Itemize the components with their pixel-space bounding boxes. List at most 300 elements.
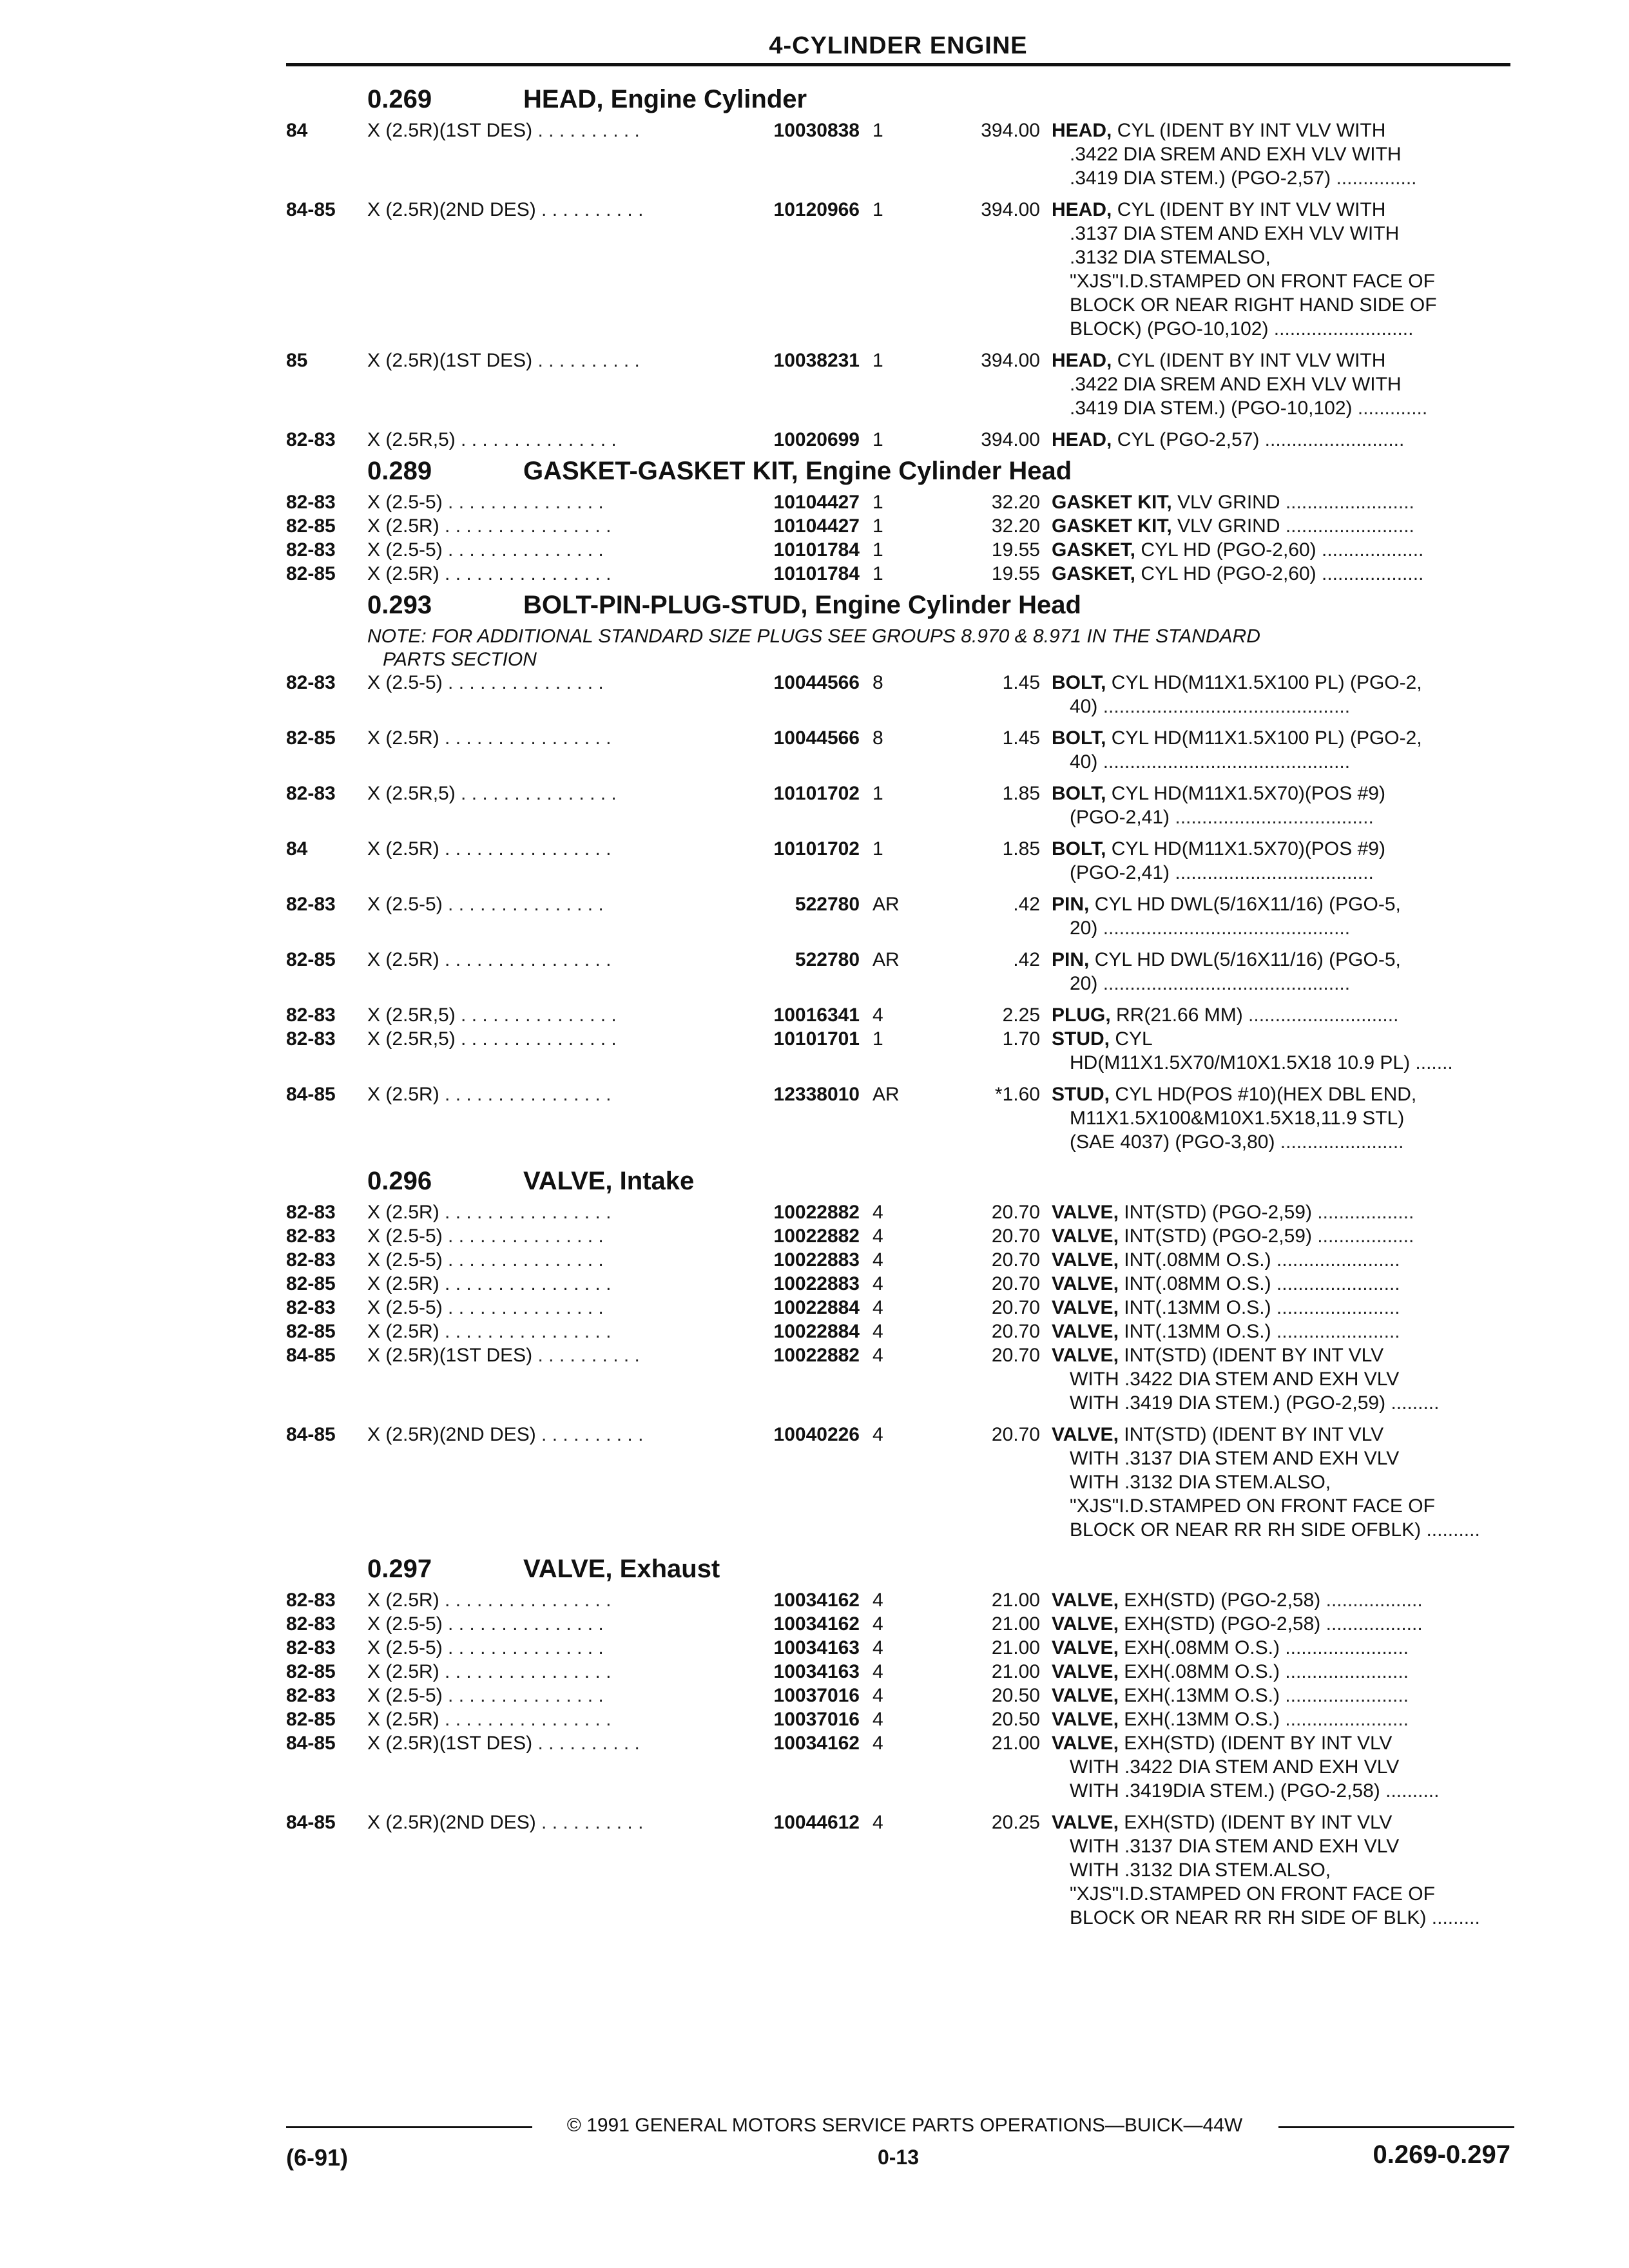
- part-number: 10034162: [773, 1590, 860, 1611]
- leader-dots: ..............................................: [1097, 973, 1351, 994]
- model-text: X (2.5R): [367, 1709, 439, 1730]
- description: [1052, 1082, 1510, 1154]
- price: .42: [1013, 949, 1040, 970]
- quantity: 4: [872, 1685, 883, 1706]
- model-code: [367, 1612, 741, 1636]
- price: 20.70: [991, 1321, 1040, 1342]
- price: 20.70: [991, 1297, 1040, 1318]
- leader-dots: ..........: [1380, 1780, 1440, 1802]
- description-text: CYL HD(M11X1.5X70)(POS #9): [1111, 838, 1385, 860]
- description: [1052, 514, 1510, 538]
- model-code: [367, 837, 741, 861]
- description: [1052, 1027, 1510, 1075]
- description-line: [1052, 1423, 1510, 1446]
- model-text: X (2.5R)(2ND DES): [367, 1424, 536, 1445]
- description-text: 40): [1070, 696, 1098, 717]
- price: 20.25: [991, 1812, 1040, 1833]
- description: [1052, 1200, 1510, 1224]
- description: [1052, 562, 1510, 586]
- table-row: [286, 1248, 1510, 1272]
- description-lead: VALVE,: [1052, 1345, 1119, 1366]
- description-line: [1052, 142, 1510, 166]
- part-number: 10040226: [773, 1424, 860, 1445]
- part-number: 522780: [795, 894, 860, 915]
- model-text: X (2.5R): [367, 563, 439, 584]
- price: 32.20: [991, 492, 1040, 513]
- quantity: 8: [872, 727, 883, 749]
- description-text: M11X1.5X100&M10X1.5X18,11.9 STL): [1070, 1108, 1405, 1129]
- model-text: X (2.5-5): [367, 894, 443, 915]
- description-line: [1052, 514, 1510, 538]
- model-code: [367, 1272, 741, 1296]
- description-line: [1052, 695, 1510, 718]
- leader-dots: . . . . . . . . . . . . . . .: [442, 1249, 604, 1271]
- part-number: 10044612: [773, 1812, 860, 1833]
- section-header: [286, 1550, 1510, 1588]
- description: [1052, 1248, 1510, 1272]
- model-code: [367, 892, 741, 916]
- footer-copyright: © 1991 GENERAL MOTORS SERVICE PARTS OPERATIONS—BUICK—44W: [566, 2115, 1243, 2136]
- table-row: [286, 1707, 1510, 1731]
- description-text: WITH .3137 DIA STEM AND EXH VLV: [1070, 1836, 1400, 1857]
- description-line: [1052, 861, 1510, 885]
- description-line: [1052, 317, 1510, 341]
- quantity: 4: [872, 1225, 883, 1247]
- leader-dots: .......................: [1271, 1297, 1400, 1318]
- description-text: "XJS"I.D.STAMPED ON FRONT FACE OF: [1070, 271, 1435, 292]
- model-code: [367, 1003, 741, 1027]
- description: [1052, 782, 1510, 829]
- leader-dots: . . . . . . . . . . . . . . .: [442, 1613, 604, 1635]
- table-row: [286, 1224, 1510, 1248]
- description-text: "XJS"I.D.STAMPED ON FRONT FACE OF: [1070, 1495, 1435, 1517]
- description-lead: VALVE,: [1052, 1661, 1119, 1682]
- description-line: [1052, 1027, 1510, 1051]
- description: [1052, 1612, 1510, 1636]
- description-line: [1052, 1130, 1510, 1154]
- quantity: AR: [872, 949, 900, 970]
- part-number: 10022884: [773, 1297, 860, 1318]
- description-lead: VALVE,: [1052, 1225, 1119, 1247]
- model-code: [367, 1660, 741, 1684]
- price: 19.55: [991, 563, 1040, 584]
- leader-dots: . . . . . . . . . .: [532, 1345, 640, 1366]
- model-year: 82-85: [286, 727, 336, 749]
- model-text: X (2.5R,5): [367, 783, 456, 804]
- model-year: 82-83: [286, 1685, 336, 1706]
- description: [1052, 1272, 1510, 1296]
- section-number: 0.296: [367, 1167, 432, 1195]
- leader-dots: . . . . . . . . . . . . . . .: [455, 783, 617, 804]
- price: 20.70: [991, 1202, 1040, 1223]
- description-text: CYL HD (PGO-2,60): [1141, 539, 1316, 561]
- description-line: [1052, 490, 1510, 514]
- model-text: X (2.5R): [367, 1202, 439, 1223]
- description: [1052, 1684, 1510, 1707]
- description: [1052, 1343, 1510, 1415]
- model-year: 84-85: [286, 199, 336, 220]
- description: [1052, 1003, 1510, 1027]
- description: [1052, 892, 1510, 940]
- leader-dots: . . . . . . . . . . . . . . .: [442, 894, 604, 915]
- description-lead: STUD,: [1052, 1084, 1110, 1105]
- description-text: CYL HD(M11X1.5X100 PL) (PGO-2,: [1111, 672, 1422, 693]
- description-text: EXH(.13MM O.S.): [1124, 1685, 1280, 1706]
- quantity: 4: [872, 1424, 883, 1445]
- leader-dots: ...................: [1316, 539, 1424, 561]
- description-line: [1052, 1834, 1510, 1858]
- model-text: X (2.5R)(1ST DES): [367, 120, 533, 141]
- description-text: (SAE 4037) (PGO-3,80): [1070, 1131, 1275, 1153]
- model-year: 82-83: [286, 1004, 336, 1026]
- leader-dots: . . . . . . . . . . . . . . .: [455, 429, 617, 450]
- leader-dots: .....................................: [1170, 807, 1374, 828]
- table-row: [286, 1003, 1510, 1027]
- description-lead: VALVE,: [1052, 1297, 1119, 1318]
- price: 1.45: [1002, 727, 1040, 749]
- quantity: 1: [872, 515, 883, 537]
- section-number: 0.297: [367, 1555, 432, 1583]
- part-number: 10044566: [773, 727, 860, 749]
- leader-dots: . . . . . . . . . . . . . . . .: [439, 1661, 612, 1682]
- model-code: [367, 1296, 741, 1320]
- note-text: NOTE: FOR ADDITIONAL STANDARD SIZE PLUGS SEE GROUPS 8.970 & 8.971 IN THE STANDARD: [367, 626, 1260, 647]
- leader-dots: . . . . . . . . . . . . . . . .: [439, 727, 612, 749]
- leader-dots: . . . . . . . . . . . . . . . .: [439, 1321, 612, 1342]
- description-text: .3137 DIA STEM AND EXH VLV WITH: [1070, 223, 1400, 244]
- description-line: [1052, 349, 1510, 372]
- description-text: CYL HD(M11X1.5X70)(POS #9): [1111, 783, 1385, 804]
- price: 2.25: [1002, 1004, 1040, 1026]
- part-number: 10101701: [773, 1028, 860, 1050]
- price: 20.70: [991, 1424, 1040, 1445]
- leader-dots: ..............................................: [1097, 918, 1351, 939]
- table-row: [286, 837, 1510, 892]
- table-row: [286, 1588, 1510, 1612]
- description-text: .3422 DIA SREM AND EXH VLV WITH: [1070, 144, 1402, 165]
- part-number: 10101784: [773, 563, 860, 584]
- description-lead: VALVE,: [1052, 1590, 1119, 1611]
- model-text: X (2.5R)(2ND DES): [367, 199, 536, 220]
- description: [1052, 349, 1510, 420]
- quantity: 4: [872, 1812, 883, 1833]
- section-number: 0.293: [367, 591, 432, 619]
- description-lead: PIN,: [1052, 894, 1090, 915]
- note-text: PARTS SECTION: [383, 649, 537, 670]
- description: [1052, 1588, 1510, 1612]
- description-text: VLV GRIND: [1177, 515, 1280, 537]
- description-lead: BOLT,: [1052, 783, 1106, 804]
- table-row: [286, 514, 1510, 538]
- quantity: 1: [872, 539, 883, 561]
- quantity: 1: [872, 429, 883, 450]
- model-text: X (2.5-5): [367, 1249, 443, 1271]
- price: 21.00: [991, 1637, 1040, 1658]
- leader-dots: . . . . . . . . . .: [535, 199, 644, 220]
- description-line: [1052, 916, 1510, 940]
- part-number: 10101784: [773, 539, 860, 561]
- leader-dots: . . . . . . . . . . . . . . . .: [439, 1084, 612, 1105]
- model-year: 82-83: [286, 1249, 336, 1271]
- title-rule: [286, 63, 1510, 66]
- description-text: 20): [1070, 973, 1098, 994]
- description-line: [1052, 805, 1510, 829]
- description-text: EXH(.08MM O.S.): [1124, 1637, 1280, 1658]
- leader-dots: . . . . . . . . . . . . . . . .: [439, 515, 612, 537]
- model-text: X (2.5R): [367, 949, 439, 970]
- description-text: (PGO-2,41): [1070, 862, 1170, 883]
- description-text: WITH .3137 DIA STEM AND EXH VLV: [1070, 1448, 1400, 1469]
- description-line: [1052, 1811, 1510, 1834]
- quantity: 1: [872, 492, 883, 513]
- quantity: 1: [872, 1028, 883, 1050]
- table-row: [286, 1320, 1510, 1343]
- description-line: [1052, 1882, 1510, 1906]
- description-lead: HEAD,: [1052, 120, 1112, 141]
- part-number: 10034162: [773, 1613, 860, 1635]
- description-line: [1052, 198, 1510, 222]
- part-number: 10022884: [773, 1321, 860, 1342]
- model-text: X (2.5R): [367, 515, 439, 537]
- model-text: X (2.5R)(1ST DES): [367, 350, 533, 371]
- description-lead: VALVE,: [1052, 1637, 1119, 1658]
- footer-group-range: 0.269-0.297: [1373, 2140, 1510, 2169]
- model-text: X (2.5R): [367, 1321, 439, 1342]
- quantity: 4: [872, 1321, 883, 1342]
- section-header: [286, 1162, 1510, 1200]
- quantity: AR: [872, 1084, 900, 1105]
- quantity: AR: [872, 894, 900, 915]
- description-line: [1052, 1051, 1510, 1075]
- description-line: [1052, 1707, 1510, 1731]
- description-text: BLOCK) (PGO-10,102): [1070, 318, 1269, 340]
- description-lead: HEAD,: [1052, 199, 1112, 220]
- description-text: CYL HD(POS #10)(HEX DBL END,: [1115, 1084, 1417, 1105]
- description-line: [1052, 1320, 1510, 1343]
- model-code: [367, 671, 741, 695]
- model-year: 84: [286, 120, 308, 141]
- model-year: 82-85: [286, 1273, 336, 1294]
- leader-dots: . . . . . . . . . . . . . . .: [442, 1685, 604, 1706]
- footer-revision-date: (6-91): [286, 2144, 349, 2171]
- footer-rule-left: [286, 2126, 532, 2128]
- model-year: 82-83: [286, 1590, 336, 1611]
- page-title: 4-CYLINDER ENGINE: [769, 32, 1028, 59]
- model-code: [367, 119, 741, 142]
- model-text: X (2.5R): [367, 1084, 439, 1105]
- leader-dots: . . . . . . . . . . . . . . . .: [439, 838, 612, 860]
- price: 32.20: [991, 515, 1040, 537]
- price: 21.00: [991, 1661, 1040, 1682]
- description-lead: VALVE,: [1052, 1424, 1119, 1445]
- section-header: [286, 586, 1510, 624]
- model-text: X (2.5R,5): [367, 1028, 456, 1050]
- description-line: [1052, 119, 1510, 142]
- quantity: 4: [872, 1590, 883, 1611]
- model-text: X (2.5R,5): [367, 429, 456, 450]
- model-code: [367, 198, 741, 222]
- section-number: 0.289: [367, 457, 432, 485]
- leader-dots: . . . . . . . . . . . . . . . .: [439, 949, 612, 970]
- table-row: [286, 1731, 1510, 1811]
- table-row: [286, 726, 1510, 782]
- model-text: X (2.5-5): [367, 672, 443, 693]
- price: 20.70: [991, 1225, 1040, 1247]
- model-year: 84-85: [286, 1733, 336, 1754]
- price: 1.85: [1002, 838, 1040, 860]
- model-code: [367, 1588, 741, 1612]
- price: 21.00: [991, 1613, 1040, 1635]
- quantity: 4: [872, 1297, 883, 1318]
- table-row: [286, 1343, 1510, 1423]
- description-text: EXH(STD) (PGO-2,58): [1124, 1590, 1321, 1611]
- leader-dots: . . . . . . . . . . . . . . .: [442, 1637, 604, 1658]
- leader-dots: . . . . . . . . . . . . . . .: [455, 1004, 617, 1026]
- description-lead: BOLT,: [1052, 727, 1106, 749]
- model-code: [367, 1027, 741, 1051]
- table-row: [286, 198, 1510, 349]
- leader-dots: .......................: [1271, 1249, 1400, 1271]
- part-number: 10022883: [773, 1273, 860, 1294]
- model-code: [367, 782, 741, 805]
- description: [1052, 1811, 1510, 1930]
- description-line: [1052, 1636, 1510, 1660]
- price: 394.00: [981, 350, 1040, 371]
- description-lead: VALVE,: [1052, 1685, 1119, 1706]
- model-code: [367, 514, 741, 538]
- model-code: [367, 1248, 741, 1272]
- model-year: 82-83: [286, 1028, 336, 1050]
- leader-dots: ............................: [1242, 1004, 1399, 1026]
- part-number: 10044566: [773, 672, 860, 693]
- description-text: INT(.13MM O.S.): [1124, 1321, 1271, 1342]
- section-title: VALVE, Intake: [523, 1167, 695, 1195]
- price: 1.45: [1002, 672, 1040, 693]
- model-year: 84-85: [286, 1424, 336, 1445]
- price: 394.00: [981, 429, 1040, 450]
- description-lead: BOLT,: [1052, 672, 1106, 693]
- table-row: [286, 1423, 1510, 1550]
- quantity: 4: [872, 1249, 883, 1271]
- description-text: RR(21.66 MM): [1116, 1004, 1243, 1026]
- price: *1.60: [994, 1084, 1040, 1105]
- price: 20.70: [991, 1345, 1040, 1366]
- part-number: 10030838: [773, 120, 860, 141]
- section-header: [286, 80, 1510, 119]
- description-text: WITH .3132 DIA STEM.ALSO,: [1070, 1472, 1331, 1493]
- leader-dots: . . . . . . . . . . . . . . .: [442, 492, 604, 513]
- description-line: [1052, 1106, 1510, 1130]
- model-code: [367, 538, 741, 562]
- part-number: 10020699: [773, 429, 860, 450]
- quantity: 1: [872, 838, 883, 860]
- description: [1052, 119, 1510, 190]
- description-line: [1052, 1858, 1510, 1882]
- description-text: WITH .3419DIA STEM.) (PGO-2,58): [1070, 1780, 1380, 1802]
- description-text: EXH(STD) (IDENT BY INT VLV: [1124, 1733, 1393, 1754]
- description-line: [1052, 1612, 1510, 1636]
- leader-dots: .......................: [1279, 1661, 1409, 1682]
- description-lead: BOLT,: [1052, 838, 1106, 860]
- part-number: 10034163: [773, 1661, 860, 1682]
- quantity: 8: [872, 672, 883, 693]
- description-text: CYL: [1115, 1028, 1153, 1050]
- description: [1052, 1224, 1510, 1248]
- price: 20.50: [991, 1709, 1040, 1730]
- quantity: 4: [872, 1733, 883, 1754]
- section-note: [286, 624, 1510, 648]
- table-row: [286, 782, 1510, 837]
- description-text: BLOCK OR NEAR RR RH SIDE OF BLK): [1070, 1907, 1427, 1928]
- model-code: [367, 1320, 741, 1343]
- description-text: CYL HD DWL(5/16X11/16) (PGO-5,: [1094, 894, 1401, 915]
- description-text: CYL HD (PGO-2,60): [1141, 563, 1316, 584]
- leader-dots: ..........: [1421, 1519, 1480, 1541]
- model-code: [367, 726, 741, 750]
- section-note: [286, 648, 1510, 671]
- quantity: 1: [872, 350, 883, 371]
- description-lead: GASKET,: [1052, 539, 1136, 561]
- model-code: [367, 1423, 741, 1446]
- section-number: 0.269: [367, 85, 432, 113]
- description-text: BLOCK OR NEAR RIGHT HAND SIDE OF: [1070, 294, 1437, 316]
- leader-dots: . . . . . . . . . . . . . . .: [442, 1225, 604, 1247]
- table-row: [286, 562, 1510, 586]
- description: [1052, 1707, 1510, 1731]
- model-year: 84-85: [286, 1345, 336, 1366]
- description-lead: PLUG,: [1052, 1004, 1111, 1026]
- leader-dots: . . . . . . . . . . . . . . .: [442, 539, 604, 561]
- description-line: [1052, 222, 1510, 245]
- leader-dots: .......................: [1271, 1273, 1400, 1294]
- leader-dots: ..................: [1311, 1225, 1414, 1247]
- leader-dots: . . . . . . . . . . . . . . .: [442, 1297, 604, 1318]
- leader-dots: . . . . . . . . . . . . . . . .: [439, 563, 612, 584]
- model-text: X (2.5R): [367, 1273, 439, 1294]
- model-text: X (2.5R): [367, 838, 439, 860]
- description-line: [1052, 428, 1510, 452]
- leader-dots: . . . . . . . . . . . . . . . .: [439, 1590, 612, 1611]
- table-row: [286, 1811, 1510, 1937]
- table-row: [286, 1684, 1510, 1707]
- description-line: [1052, 1660, 1510, 1684]
- description-line: [1052, 892, 1510, 916]
- model-text: X (2.5-5): [367, 1613, 443, 1635]
- table-row: [286, 1272, 1510, 1296]
- leader-dots: .......................: [1271, 1321, 1400, 1342]
- quantity: 4: [872, 1709, 883, 1730]
- description: [1052, 1423, 1510, 1542]
- model-year: 84-85: [286, 1812, 336, 1833]
- description-line: [1052, 1446, 1510, 1470]
- leader-dots: . . . . . . . . . . . . . . .: [442, 672, 604, 693]
- description-text: EXH(STD) (PGO-2,58): [1124, 1613, 1321, 1635]
- description-text: INT(STD) (PGO-2,59): [1124, 1225, 1312, 1247]
- model-code: [367, 1082, 741, 1106]
- leader-dots: .......: [1410, 1052, 1453, 1073]
- part-number: 10016341: [773, 1004, 860, 1026]
- quantity: 4: [872, 1345, 883, 1366]
- description-line: [1052, 948, 1510, 972]
- table-row: [286, 948, 1510, 1003]
- description-text: .3132 DIA STEMALSO,: [1070, 247, 1271, 268]
- description-text: WITH .3422 DIA STEM AND EXH VLV: [1070, 1369, 1400, 1390]
- leader-dots: .........: [1385, 1392, 1440, 1414]
- model-year: 82-85: [286, 1321, 336, 1342]
- model-code: [367, 1684, 741, 1707]
- table-row: [286, 490, 1510, 514]
- description-text: BLOCK OR NEAR RR RH SIDE OFBLK): [1070, 1519, 1422, 1541]
